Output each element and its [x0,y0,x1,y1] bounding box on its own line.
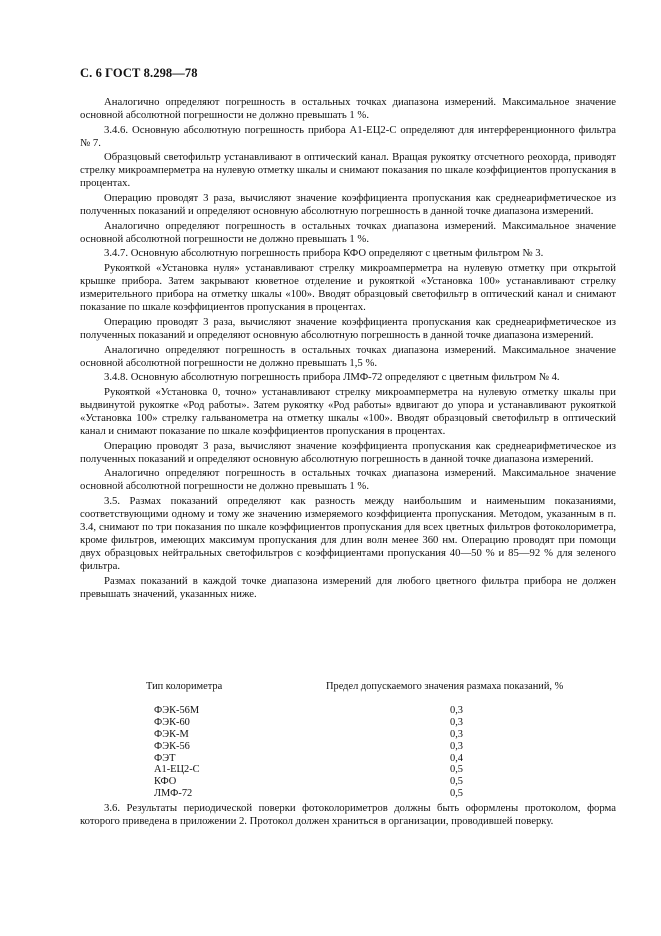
closing-section [80,802,616,828]
paragraph: Операцию проводят 3 раза, вычисляют значение коэффициента пропускания как среднеарифметическое из полученных показаний и определяют основную абсолютную погрешность в данной точке диапазона измерений. [80,315,616,341]
table-row [146,788,606,800]
paragraph: 3.5. Размах показаний определяют как разность между наибольшим и наименьшим показаниями, соответствующими одному и тому же значению измеряемого коэффициента пропускания. Методом, указанным в п. 3.4, снимают по три показания по шкале коэффициентов пропускания для всех цветных фильтров фотоколориметра, кроме фильтров, имеющих максимум пропускания для длин волн менее 360 нм. Операцию проводят при помощи двух образцовых нейтральных светофильтров с коэффициентами пропускания 40—50 % и 85—92 % для зеленого фильтра. [80,495,616,573]
paragraph: Операцию проводят 3 раза, вычисляют значение коэффициента пропускания как среднеарифметическое из полученных показаний и определяют основную абсолютную погрешность в данной точке диапазона измерений. [80,439,616,465]
paragraph: Рукояткой «Установка нуля» устанавливают стрелку микроамперметра на нулевую отметку при открытой крышке прибора. Затем закрывают кюветное отделение и рукояткой «Установка 100» устанавливают стрелку измерительного прибора на отметку шкалы «100». Вводят образцовый светофильтр в оптический канал и снимают показание по шкале коэффициентов пропускания в процентах. [80,262,616,314]
paragraph: Операцию проводят 3 раза, вычисляют значение коэффициента пропускания как среднеарифметическое из полученных показаний и определяют основную абсолютную погрешность в данной точке диапазона измерений. [80,192,616,218]
table-cell-value: 0,3 [450,728,463,740]
table-header-type: Тип колориметра [146,681,223,692]
table-cell-value: 0,3 [450,716,463,728]
page-header: С. 6 ГОСТ 8.298—78 [80,66,198,80]
table-header-row [146,681,606,693]
table-row [146,717,606,729]
table-cell-type: ФЭК-М [154,728,189,740]
paragraph: Аналогично определяют погрешность в остальных точках диапазона измерений. Максимальное значение основной абсолютной погрешности не должно превышать 1,5 %. [80,343,616,369]
table-cell-value: 0,5 [450,788,463,800]
paragraph: Образцовый светофильтр устанавливают в оптический канал. Вращая рукоятку отсчетного реохорда, приводят стрелку микроамперметра на нулевую отметку шкалы и снимают показания по шкале коэффициентов пропускания в процентах. [80,151,616,190]
table-cell-type: ФЭК-60 [154,716,190,728]
paragraph: 3.6. Результаты периодической поверки фотоколориметров должны быть оформлены протоколом, форма которого приведена в приложении 2. Протокол должен храниться в организации, проводившей поверку. [80,802,616,828]
paragraph: Аналогично определяют погрешность в остальных точках диапазона измерений. Максимальное значение основной абсолютной погрешности не должно превышать 1 %. [80,467,616,493]
table-row [146,753,606,765]
table-cell-type: ЛМФ-72 [154,788,193,800]
table-cell-type: ФЭТ [154,752,176,764]
paragraph: 3.4.6. Основную абсолютную погрешность прибора А1-ЕЦ2-С определяют для интерференционного фильтра № 7. [80,123,616,149]
table-cell-value: 0,3 [450,740,463,752]
table-cell-type: КФО [154,776,177,788]
paragraph: Размах показаний в каждой точке диапазона измерений для любого цветного фильтра прибора не должен превышать значений, указанных ниже. [80,574,616,600]
range-limits-table [146,681,606,800]
table-cell-type: ФЭК-56М [154,704,200,716]
paragraph: 3.4.7. Основную абсолютную погрешность прибора КФО определяют с цветным фильтром № 3. [104,247,544,260]
table-cell-value: 0,5 [450,776,463,788]
table-row [146,741,606,753]
paragraph: Аналогично определяют погрешность в остальных точках диапазона измерений. Максимальное значение основной абсолютной погрешности не должно превышать 1 %. [80,96,616,122]
table-row [146,764,606,776]
table-header-limit: Предел допускаемого значения размаха показаний, % [326,681,564,692]
table-cell-value: 0,3 [450,704,463,716]
table-cell-type: А1-ЕЦ2-С [154,764,200,776]
paragraph: Аналогично определяют погрешность в остальных точках диапазона измерений. Максимальное значение основной абсолютной погрешности не должно превышать 1 %. [80,219,616,245]
paragraph: 3.4.8. Основную абсолютную погрешность прибора ЛМФ-72 определяют с цветным фильтром № 4. [104,371,560,384]
paragraph: Рукояткой «Установка 0, точно» устанавливают стрелку микроамперметра на нулевую отметку шкалы при выдвинутой рукоятке «Род работы». Затем рукоятку «Род работы» вдвигают до упора и устанавливают рукояткой «Установка 100» стрелку гальванометра на отметку шкалы «100». Вводят образцовый светофильтр в оптический канал и снимают показание по шкале коэффициентов пропускания в процентах. [80,385,616,438]
table-row [146,729,606,741]
table-row [146,776,606,788]
table-cell-value: 0,5 [450,764,463,776]
table-cell-value: 0,4 [450,752,463,764]
table-row [146,705,606,717]
document-body [80,96,616,603]
table-cell-type: ФЭК-56 [154,740,190,752]
